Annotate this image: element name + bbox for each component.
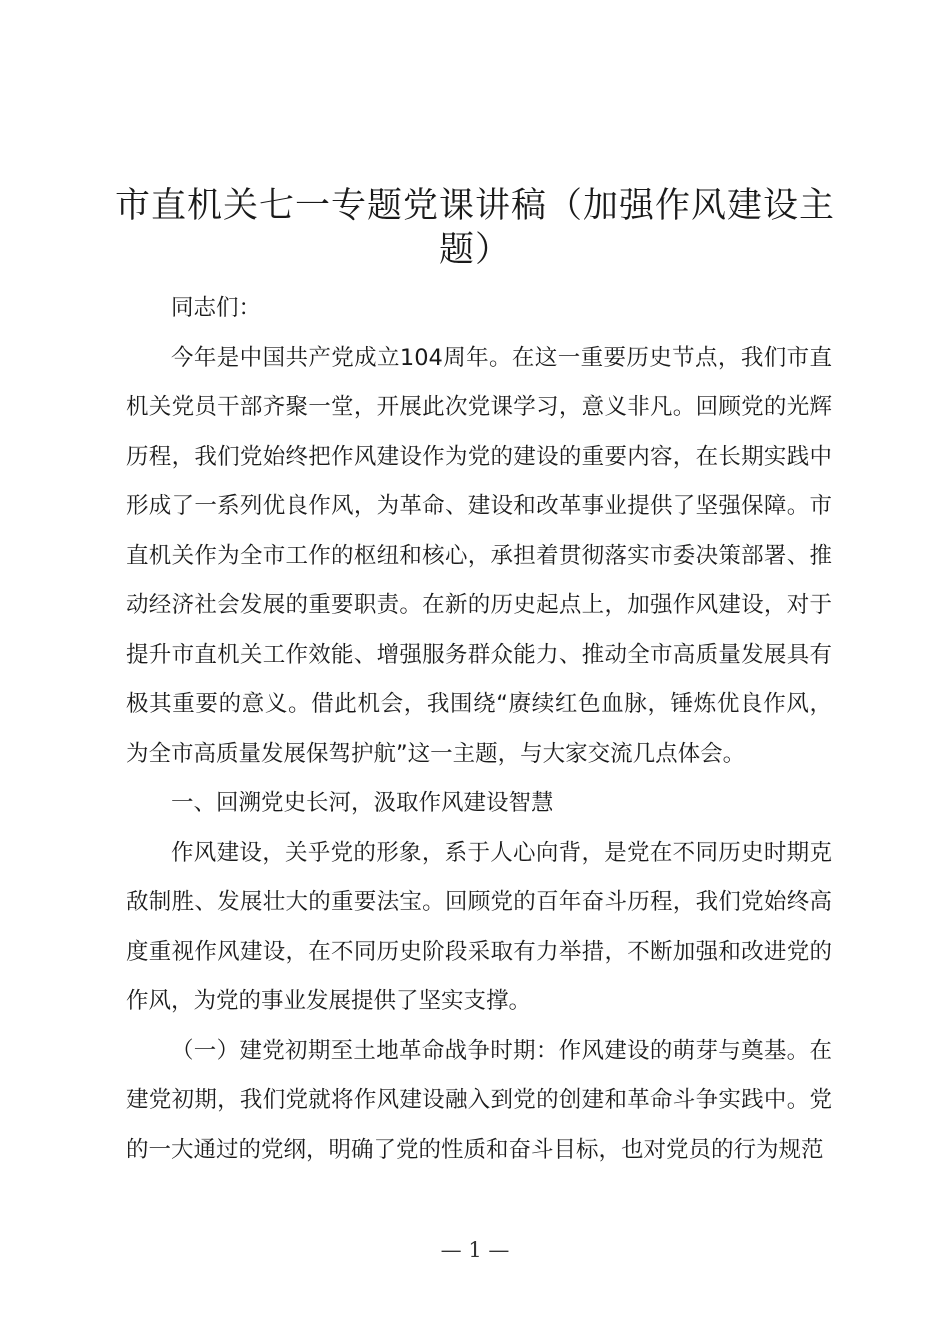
document-title: 市直机关七一专题党课讲稿（加强作风建设主题） [114, 186, 835, 270]
document-body [126, 284, 832, 1175]
section-paragraph: 作风建设，关乎党的形象，系于人心向背，是党在不同历史时期克敌制胜、发展壮大的重要法宝。回顾党的百年奋斗历程，我们党始终高度重视作风建设，在不同历史阶段采取有力举措，不断加强和改进党的作风，为党的事业发展提供了坚实支撑。 [126, 839, 832, 1014]
intro-paragraph: 今年是中国共产党成立104周年。在这一重要历史节点，我们市直机关党员干部齐聚一堂，开展此次党课学习，意义非凡。回顾党的光辉历程，我们党始终把作风建设作为党的建设的重要内容，在长期实践中形成了一系列优良作风，为革命、建设和改革事业提供了坚强保障。市直机关作为全市工作的枢纽和核心，承担着贯彻落实市委决策部署、推动经济社会发展的重要职责。在新的历史起点上，加强作风建设，对于提升市直机关工作效能、增强服务群众能力、推动全市高质量发展具有极其重要的意义。借此机会，我围绕“赓续红色血脉，锤炼优良作风，为全市高质量发展保驾护航”这一主题，与大家交流几点体会。 [126, 344, 832, 767]
salutation-paragraph: 同志们： [171, 295, 262, 321]
page-number: — 1 — [440, 1238, 510, 1262]
subsection-paragraph: （一）建党初期至土地革命战争时期：作风建设的萌芽与奠基。在建党初期，我们党就将作风建设融入到党的创建和革命斗争实践中。党的一大通过的党纲，明确了党的性质和奋斗目标，也对党员的行为规范 [126, 1037, 832, 1163]
section-heading: 一、回溯党史长河，汲取作风建设智慧 [171, 790, 554, 816]
